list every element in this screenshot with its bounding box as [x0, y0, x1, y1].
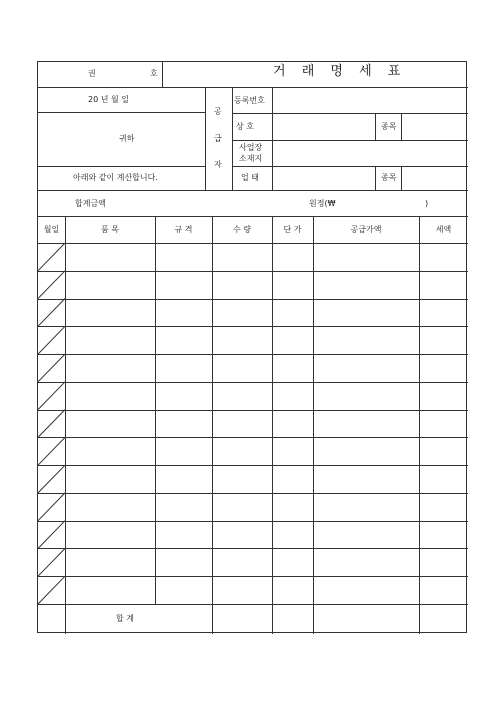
date-cell-diagonal: [38, 576, 65, 604]
col-header-unit-price: 단 가: [283, 225, 302, 234]
date-cell-diagonal: [38, 271, 65, 299]
supplier-label-2: 급: [214, 134, 222, 143]
close-paren: ): [425, 199, 429, 208]
date-cell-diagonal: [38, 410, 65, 438]
grand-total-label: 합 계: [116, 614, 134, 623]
col-header-qty: 수 량: [233, 225, 251, 234]
item-type-label: 종목: [381, 122, 397, 131]
date-cell-diagonal: [38, 521, 65, 549]
date-cell-diagonal: [38, 437, 65, 465]
reg-no-label: 등록번호: [234, 96, 265, 105]
col-header-item: 품 목: [101, 225, 119, 234]
date-cell-diagonal: [38, 465, 65, 493]
document-title: 거 래 명 세 표: [273, 64, 407, 79]
date-line: 20 년 월 일: [88, 95, 129, 104]
col-header-tax: 세액: [435, 225, 452, 234]
total-amount-label: 합계금액: [75, 199, 106, 208]
col-header-spec: 규 격: [174, 225, 193, 234]
date-cell-diagonal: [38, 326, 65, 354]
recipient-suffix: 귀하: [119, 134, 135, 143]
number-label: 호: [150, 69, 158, 78]
transaction-statement-form: [37, 61, 467, 633]
company-label: 상 호: [236, 122, 254, 131]
address-label-line1: 사업장: [239, 143, 263, 152]
statement-note: 아래와 같이 계산합니다.: [73, 173, 158, 182]
date-cell-diagonal: [38, 299, 65, 327]
date-cell-diagonal: [38, 549, 65, 577]
volume-label: 권: [88, 69, 96, 78]
col-header-supply-amount: 공급가액: [350, 225, 382, 234]
date-cell-diagonal: [38, 243, 65, 271]
date-cell-diagonal: [38, 354, 65, 382]
date-cell-diagonal: [38, 382, 65, 410]
business-label: 업 태: [241, 173, 259, 182]
won-label: 원정(₩: [309, 199, 336, 208]
item-type-label-2: 종목: [381, 173, 397, 182]
address-label-line2: 소재지: [239, 154, 263, 163]
supplier-label-3: 자: [214, 160, 222, 169]
col-header-date: 월일: [43, 225, 60, 234]
supplier-label-1: 공: [214, 107, 222, 116]
date-cell-diagonal: [38, 493, 65, 521]
